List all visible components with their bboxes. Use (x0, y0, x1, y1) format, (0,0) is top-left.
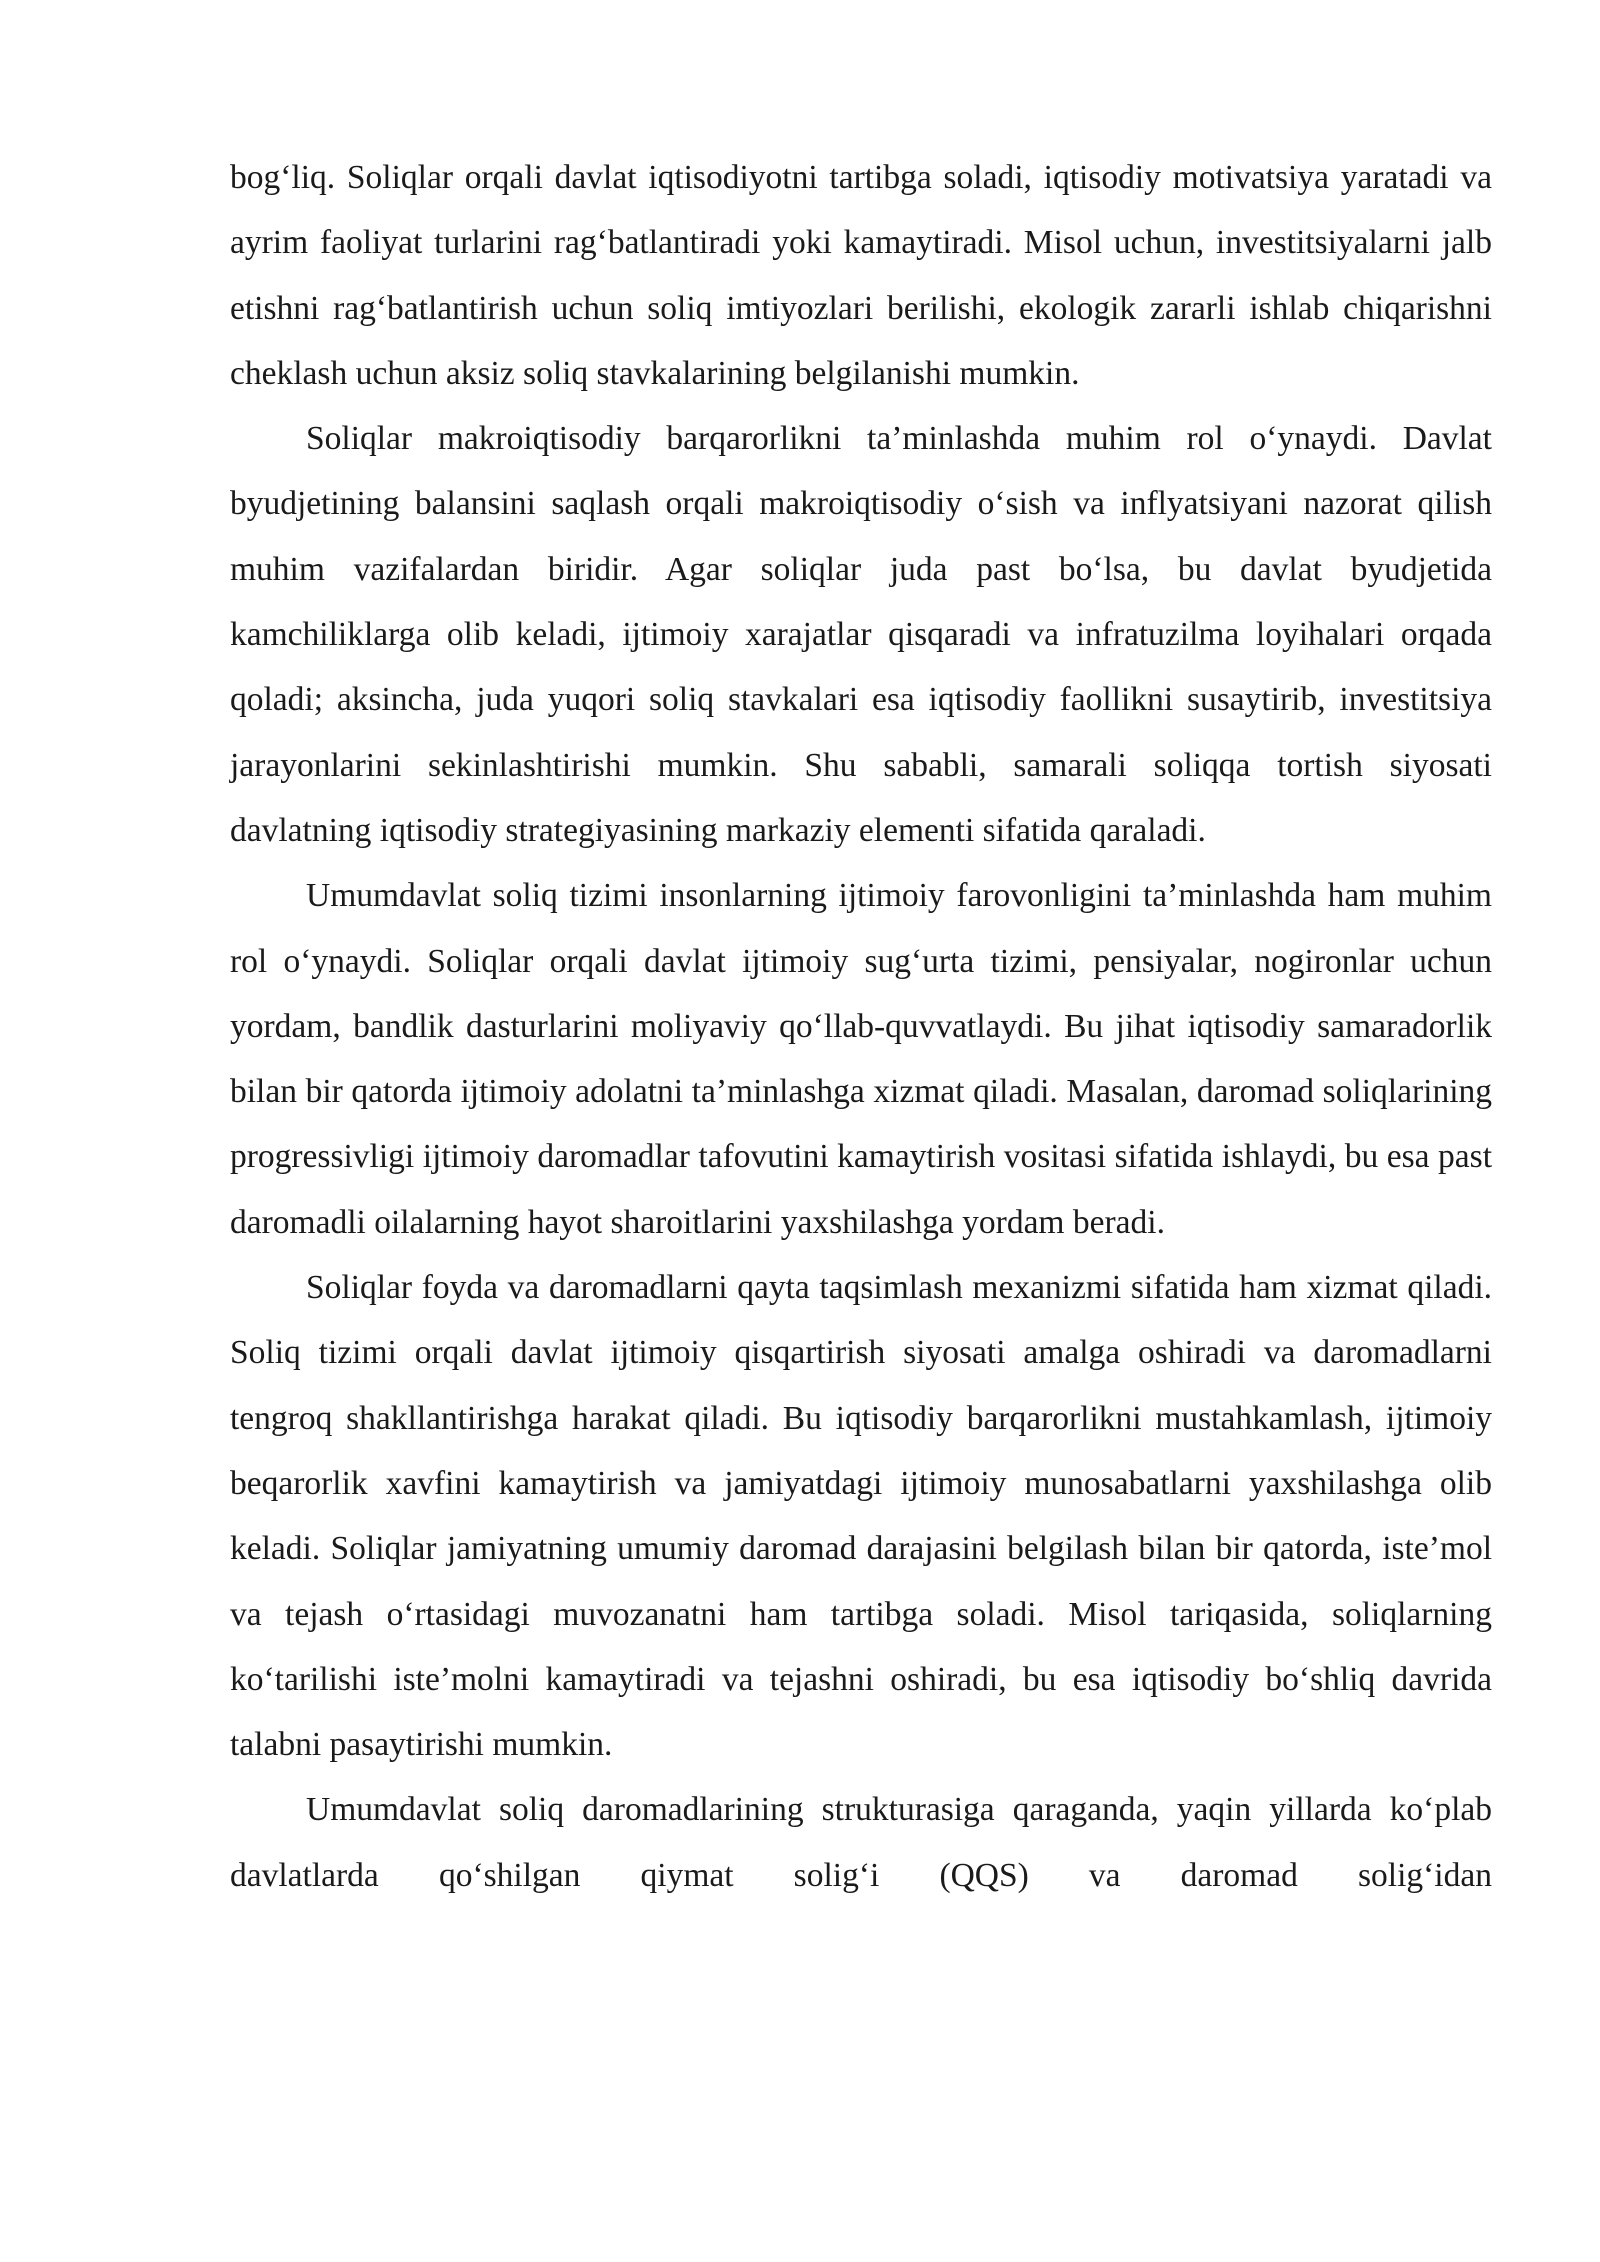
paragraph-income-redistribution: Soliqlar foyda va daromadlarni qayta taqsimlash mexanizmi sifatida ham xizmat qiladi. Soliq tizimi orqali davlat ijtimoiy qisqartirish siyosati amalga oshiradi va daromadlarni tengroq shakllantirishga harakat qiladi. Bu iqtisodiy barqarorlikni mustahkamlash, ijtimoiy beqarorlik xavfini kamaytirish va jamiyatdagi ijtimoiy munosabatlarni yaxshilashga olib keladi. Soliqlar jamiyatning umumiy daromad darajasini belgilash bilan bir qatorda, iste’mol va tejash o‘rtasidagi muvozanatni ham tartibga soladi. Misol tariqasida, soliqlarning ko‘tarilishi iste’molni kamaytiradi va tejashni oshiradi, bu esa iqtisodiy bo‘shliq davrida talabni pasaytirishi mumkin. (230, 1269, 1492, 1764)
document-page (230, 145, 1492, 1908)
paragraph-continued: bog‘liq. Soliqlar orqali davlat iqtisodiyotni tartibga soladi, iqtisodiy motivatsiya yaratadi va ayrim faoliyat turlarini rag‘batlantiradi yoki kamaytiradi. Misol uchun, investitsiyalarni jalb etishni rag‘batlantirish uchun soliq imtiyozlari berilishi, ekologik zararli ishlab chiqarishni cheklash uchun aksiz soliq stavkalarining belgilanishi mumkin. (230, 159, 1492, 392)
paragraph-tax-revenue-structure: Umumdavlat soliq daromadlarining strukturasiga qaraganda, yaqin yillarda ko‘plab davlatlarda qo‘shilgan qiymat solig‘i (QQS) va daromad solig‘idan (230, 1791, 1492, 1894)
paragraph-macroeconomic-stability: Soliqlar makroiqtisodiy barqarorlikni ta’minlashda muhim rol o‘ynaydi. Davlat byudjetining balansini saqlash orqali makroiqtisodiy o‘sish va inflyatsiyani nazorat qilish muhim vazifalardan biridir. Agar soliqlar juda past bo‘lsa, bu davlat byudjetida kamchiliklarga olib keladi, ijtimoiy xarajatlar qisqaradi va infratuzilma loyihalari orqada qoladi; aksincha, juda yuqori soliq stavkalari esa iqtisodiy faollikni susaytirib, investitsiya jarayonlarini sekinlashtirishi mumkin. Shu sababli, samarali soliqqa tortish siyosati davlatning iqtisodiy strategiyasining markaziy elementi sifatida qaraladi. (230, 420, 1492, 849)
paragraph-social-welfare: Umumdavlat soliq tizimi insonlarning ijtimoiy farovonligini ta’minlashda ham muhim rol o‘ynaydi. Soliqlar orqali davlat ijtimoiy sug‘urta tizimi, pensiyalar, nogironlar uchun yordam, bandlik dasturlarini moliyaviy qo‘llab-quvvatlaydi. Bu jihat iqtisodiy samaradorlik bilan bir qatorda ijtimoiy adolatni ta’minlashga xizmat qiladi. Masalan, daromad soliqlarining progressivligi ijtimoiy daromadlar tafovutini kamaytirish vositasi sifatida ishlaydi, bu esa past daromadli oilalarning hayot sharoitlarini yaxshilashga yordam beradi. (230, 877, 1492, 1241)
